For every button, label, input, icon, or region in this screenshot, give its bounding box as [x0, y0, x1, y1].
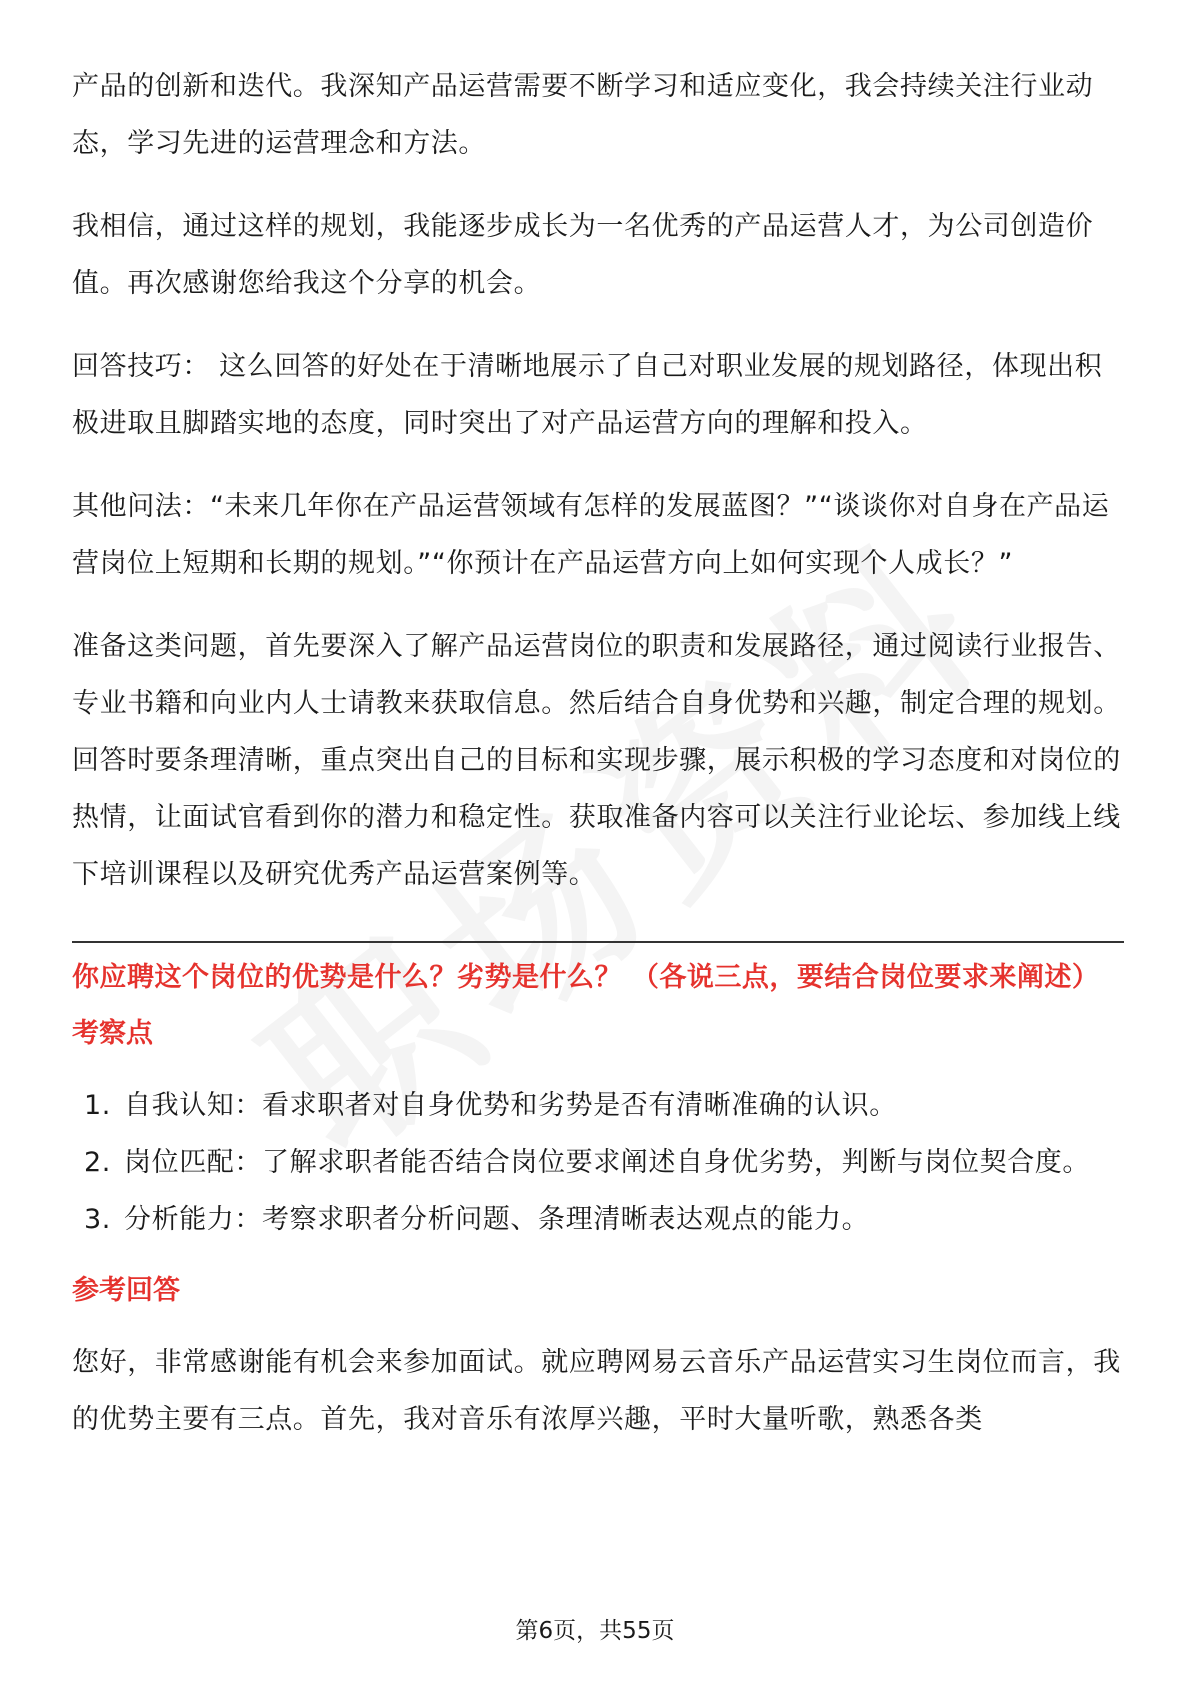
list-item [72, 1134, 1124, 1191]
list-item-text: 自我认知：看求职者对自身优势和劣势是否有清晰准确的认识。 [124, 1090, 897, 1121]
paragraph: 产品的创新和迭代。我深知产品运营需要不断学习和适应变化，我会持续关注行业动态，学习先进的运营理念和方法。 [72, 71, 1094, 159]
preparation-paragraph: 准备这类问题，首先要深入了解产品运营岗位的职责和发展路径，通过阅读行业报告、专业书籍和向业内人士请教来获取信息。然后结合自身优势和兴趣，制定合理的规划。回答时要条理清晰，重点突出自己的目标和实现步骤，展示积极的学习态度和对岗位的热情，让面试官看到你的潜力和稳定性。获取准备内容可以关注行业论坛、参加线上线下培训课程以及研究优秀产品运营案例等。 [72, 631, 1121, 890]
paragraph: 我相信，通过这样的规划，我能逐步成长为一名优秀的产品运营人才，为公司创造价值。再次感谢您给我这个分享的机会。 [72, 211, 1094, 299]
list-number: 1. [84, 1090, 111, 1121]
list-number: 2. [84, 1147, 111, 1178]
page-number-footer: 第6页，共55页 [515, 1618, 675, 1644]
answer-heading: 参考回答 [72, 1275, 180, 1306]
list-number: 3. [84, 1204, 111, 1235]
alt-questions-paragraph: 其他问法：“未来几年你在产品运营领域有怎样的发展蓝图？”“谈谈你对自身在产品运营岗位上短期和长期的规划。”“你预计在产品运营方向上如何实现个人成长？” [72, 491, 1110, 579]
list-item-text: 分析能力：考察求职者分析问题、条理清晰表达观点的能力。 [124, 1204, 870, 1235]
question-heading: 你应聘这个岗位的优势是什么？劣势是什么？ （各说三点，要结合岗位要求来阐述） [72, 962, 1100, 993]
section-divider [72, 941, 1124, 943]
document-page [72, 58, 1124, 1474]
answer-tip-paragraph: 回答技巧： 这么回答的好处在于清晰地展示了自己对职业发展的规划路径，体现出积极进取且脚踏实地的态度，同时突出了对产品运营方向的理解和投入。 [72, 351, 1103, 439]
kaocha-heading: 考察点 [72, 1018, 153, 1049]
kaocha-list [72, 1077, 1124, 1248]
answer-paragraph: 您好，非常感谢能有机会来参加面试。就应聘网易云音乐产品运营实习生岗位而言，我的优势主要有三点。首先，我对音乐有浓厚兴趣，平时大量听歌，熟悉各类 [72, 1347, 1121, 1435]
list-item-text: 岗位匹配：了解求职者能否结合岗位要求阐述自身优劣势，判断与岗位契合度。 [124, 1147, 1090, 1178]
list-item [72, 1077, 1124, 1134]
list-item [72, 1191, 1124, 1248]
